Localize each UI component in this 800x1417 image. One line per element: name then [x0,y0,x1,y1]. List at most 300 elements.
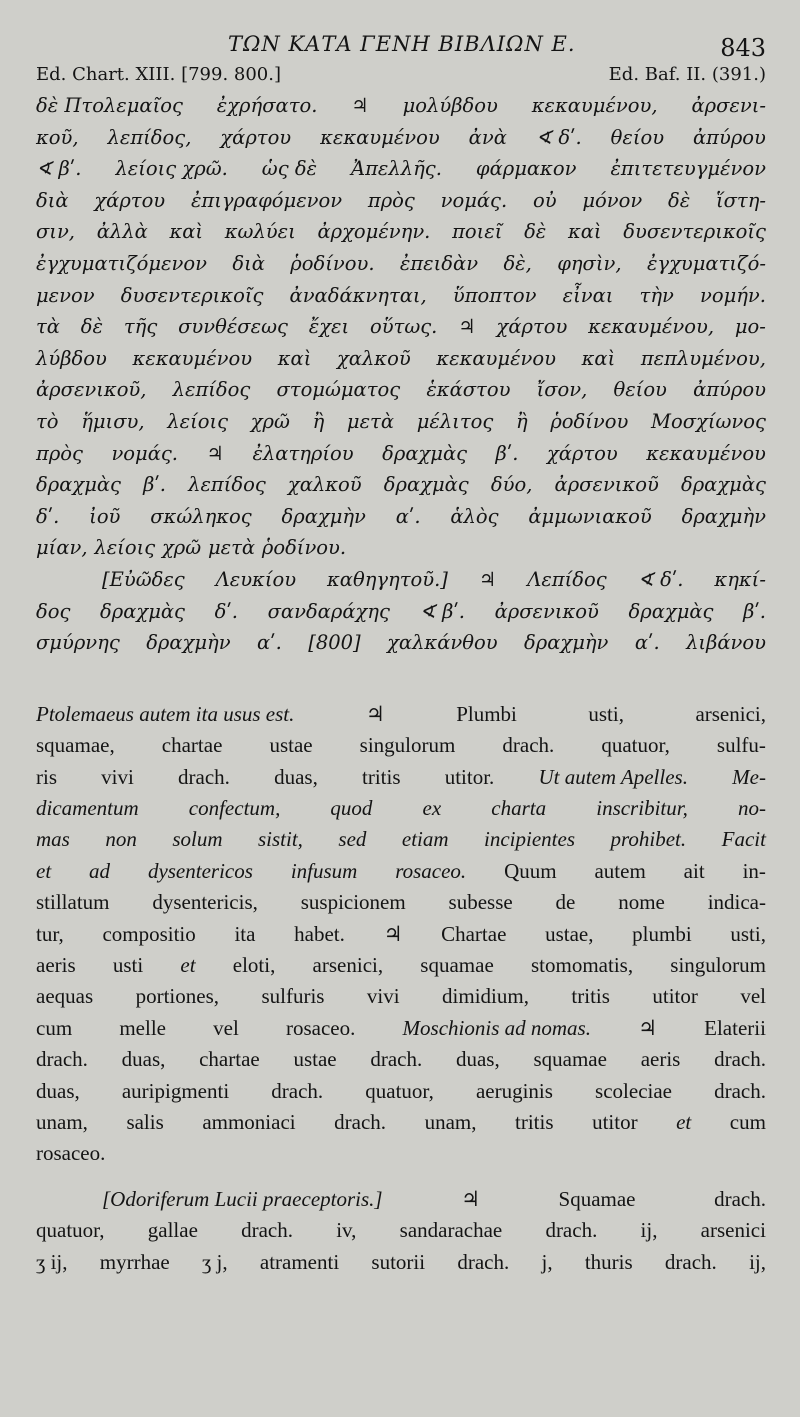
word: et [676,1109,692,1134]
greek-text-block [36,90,766,564]
text-line [36,919,766,950]
word: χάρτου [220,125,292,149]
word: rosaceo. [285,1015,356,1040]
word: Plumbi [456,701,517,726]
word: ἀπύρου [693,378,766,402]
word: ἀρσενικοῦ [494,599,599,623]
word: δραχμὴν [524,631,609,655]
word: suspicionem [300,890,406,915]
word: quatuor, [36,1218,105,1243]
word: no- [737,795,766,820]
word: μετὰ [346,409,395,433]
word: tritis [515,1109,554,1134]
word: δραχμὴν [146,631,231,655]
word: et [180,952,196,977]
word: ἀρσενικοῦ [554,473,659,497]
word: μόνον [582,188,643,212]
word: σιν, [36,220,76,244]
word: tritis [362,764,401,789]
word: et [36,858,52,883]
word: eloti, [232,952,276,977]
text-line [36,1215,766,1246]
word: singulorum [359,733,456,758]
word: quatuor, [601,733,670,758]
word: φησὶν, [557,251,622,275]
word: λιβάνου [686,631,766,655]
word: ἐπιτετευγμένον [610,157,766,181]
word: ἀρχομένην. [317,220,431,244]
word: atramenti [259,1249,340,1274]
word: αʹ. [395,504,421,528]
word: indica- [707,890,766,915]
word: μέλιτος [416,409,494,433]
word: quatuor, [365,1078,434,1103]
word: vivi [366,984,400,1009]
word: καὶ [277,346,312,370]
word: ij, [640,1218,658,1243]
word: salis [126,1109,164,1134]
word: mas [36,827,70,852]
word: ὡς δὲ [261,157,318,181]
word: tritis [571,984,610,1009]
word: κωλύει [224,220,296,244]
text-line [36,564,766,596]
word: rosaceo. [36,1141,106,1166]
text-line [36,90,766,122]
word: aeris [36,952,76,977]
word: νομάς. [440,188,508,212]
edition-bas-reference: Ed. Baf. II. (391.) [608,64,766,85]
word: δύο, [490,473,533,497]
word: χάρτου [546,441,618,465]
word: arsenici [700,1218,766,1243]
text-line [36,185,766,217]
word: sistit, [257,827,303,852]
word: utitor [652,984,698,1009]
word: διὰ [36,188,69,212]
paragraph-gap [36,1170,766,1184]
word: ♃ [478,567,497,591]
word: ex [422,795,442,820]
word: ῥοδίνου. [261,536,347,560]
latin-text-block-recipe [36,1184,766,1278]
word: ποιεῖ [452,220,503,244]
word: rosaceo. [395,858,467,883]
word: dysentericos [147,858,253,883]
word: δὲ, [503,251,532,275]
word: ἁλὸς [450,504,499,528]
word: κεκαυμένου, [588,315,715,339]
word: τὰ [36,315,60,339]
word: δυσεντερικοῖς [120,283,264,307]
word: singulorum [670,952,766,977]
word: Ut autem Apelles. [538,764,688,789]
word: [Odoriferum Lucii praeceptoris.] [102,1186,383,1211]
word: ἀρσενι- [691,94,766,117]
word: φάρμακον [475,157,577,181]
word: ustae [269,733,313,758]
word: ἐπιγραφόμενον [190,188,343,212]
word: χαλκάνθου [387,631,498,655]
word: οὕτως. [369,315,438,339]
word: ἀνὰ [468,125,507,149]
word: drach. [714,1186,766,1211]
word: drach. [457,1249,510,1274]
word: melle [119,1015,166,1040]
word: δος [36,599,71,623]
word: arsenici, [312,952,384,977]
word: σκώληκος [150,504,252,528]
word: μετὰ [207,536,256,560]
word: usti, [730,921,766,946]
word: drach. [241,1218,293,1243]
word: autem [594,858,646,883]
word: dicamentum [36,795,139,820]
word: δραχμὴν [281,504,366,528]
word: ἐχρήσατο. [216,94,318,117]
word: θείου [610,125,665,149]
text-line [36,248,766,280]
word: squamae [533,1047,607,1072]
word: ἥμισυ, [81,409,145,433]
word: οὐ [532,188,557,212]
word: de [555,890,576,915]
word: ait [683,858,705,883]
word: ἰοῦ [89,504,121,528]
word: δὲ [524,220,547,244]
word: ἢ [312,409,325,433]
word: αʹ. [634,631,660,655]
text-line [36,1184,766,1215]
word: ʒ ij, [36,1249,68,1274]
word: λεπίδος [172,378,251,402]
word: ἀλλὰ [96,220,148,244]
word: stillatum [36,890,110,915]
word: κεκαυμένου [436,346,556,370]
word: ♃ [206,441,224,465]
word: vel [213,1015,239,1040]
word: αʹ. [257,631,282,655]
word: ustae [293,1047,337,1072]
text-line [36,438,766,470]
word: χαλκοῦ [336,346,411,370]
text-line [36,856,766,887]
word: δραχμὰς [628,599,714,623]
word: ὕποπτον [452,283,537,307]
word: prohibet. [610,827,687,852]
text-line [36,1044,766,1075]
word: portiones, [135,984,219,1009]
word: Me- [732,764,766,789]
word: thuris [584,1249,633,1274]
word: δραχμὰς [383,473,469,497]
word: Chartae [441,921,507,946]
word: ♃ [365,701,385,726]
word: χαλκοῦ [287,473,362,497]
word: ∢ βʹ. [419,599,465,623]
word: νομάς. [111,441,178,465]
word: ἵστη- [715,188,766,212]
word: λείοις [94,536,156,560]
word: drach. [714,1078,766,1103]
word: aeris [640,1047,681,1072]
word: ♃ [383,921,403,946]
word: ἀρσενικοῦ, [36,378,147,402]
word: drach. [271,1078,324,1103]
word: charta [491,795,547,820]
word: Facit [721,827,766,852]
word: squamae [420,952,494,977]
word: chartae [199,1047,260,1072]
word: χάρτου [94,188,166,212]
word: duas, [121,1047,166,1072]
word: καὶ [169,220,204,244]
word: Ptolemaeus autem ita usus est. [36,701,295,726]
word: ἔχει [308,315,350,339]
word: drach. [370,1047,423,1072]
word: incipientes [484,827,576,852]
word: Λευκίου [215,567,297,591]
word: utitor [592,1109,638,1134]
word: quod [330,795,373,820]
word: myrrhae [99,1249,170,1274]
word: drach. [545,1218,598,1243]
word: ἐλατηρίου [252,441,354,465]
word: τὸ [36,409,59,433]
word: [800] [308,631,361,655]
word: μο- [734,315,766,339]
word: τῆς [123,315,158,339]
text-line [36,280,766,312]
text-line [36,887,766,918]
word: sutorii [371,1249,426,1274]
word: βʹ. [743,599,766,623]
text-line [36,1107,766,1138]
word: ij, [749,1249,766,1274]
word: drach. [714,1047,766,1072]
word: καθηγητοῦ.] [327,567,448,591]
word: j, [541,1249,553,1274]
word: sandarachae [399,1218,503,1243]
word: ammoniaci [202,1109,296,1134]
edition-chart-reference: Ed. Chart. XIII. [799. 800.] [36,64,281,85]
word: iv, [336,1218,357,1243]
word: καὶ [581,346,616,370]
text-line [36,343,766,375]
word: ad [89,858,111,883]
word: κεκαυμένου [320,125,440,149]
text-line [36,981,766,1012]
word: squamae, [36,733,115,758]
text-line [36,216,766,248]
word: dysentericis, [152,890,258,915]
word: ἑκάστου [426,378,511,402]
word: ♃ [638,1015,657,1040]
word: λεπίδος [188,473,266,497]
text-line [36,762,766,793]
word: πρὸς [36,441,83,465]
word: ῥοδίνου [550,409,629,433]
word: λεπίδος, [107,125,192,149]
word: ∢ βʹ. [36,157,82,181]
word: κεκαυμένου [646,441,766,465]
word: etiam [401,827,449,852]
word: χρῶ [250,409,290,433]
word: Moschionis ad nomas. [402,1015,591,1040]
word: λείοις χρῶ. [115,157,228,181]
word: ῥοδίνου. [290,251,375,275]
word: τὴν [639,283,674,307]
word: μίαν, [36,536,88,560]
word: ♃ [458,315,476,339]
word: δʹ. [36,504,60,528]
word: sulfuris [261,984,325,1009]
word: duas, [36,1078,80,1103]
word: duas, [455,1047,500,1072]
word: in- [742,858,766,883]
word: drach. [334,1109,387,1134]
word: Squamae [558,1186,636,1211]
word: ♃ [351,94,369,117]
word: κηκί- [714,567,766,591]
word: Μοσχίωνος [651,409,766,433]
word: plumbi [632,921,692,946]
word: vivi [101,764,134,789]
word: λύβδου [36,346,107,370]
text-line [36,824,766,855]
word: συνθέσεως [178,315,288,339]
word: πεπλυμένου, [640,346,766,370]
word: tur, [36,921,64,946]
word: inscribitur, [596,795,688,820]
text-line [36,311,766,343]
word: ʒ j, [201,1249,228,1274]
word: ἀμμωνιακοῦ [528,504,652,528]
word: unam, [424,1109,477,1134]
word: ris [36,764,57,789]
word: utitor. [444,764,495,789]
word: non [105,827,137,852]
word: confectum, [188,795,281,820]
word: drach. [178,764,230,789]
word: ἐγχυματιζόμενον [36,251,207,275]
word: drach. [36,1047,88,1072]
word: dimidium, [442,984,529,1009]
edition-references [36,64,766,90]
text-line [36,1138,766,1169]
word: ἢ [515,409,528,433]
word: δὲ [667,188,691,212]
word: gallae [147,1218,198,1243]
word: ἀπύρου [693,125,766,149]
text-line [36,699,766,730]
word: νομήν. [699,283,766,307]
text-line [36,1076,766,1107]
word: ∢ δʹ. [637,567,684,591]
word: usti [112,952,144,977]
word: λείοις [167,409,229,433]
word: sulfu- [716,733,766,758]
word: ita [234,921,256,946]
word: δραχμὰς [36,473,121,497]
page-header [36,28,766,62]
word: χρῶ [161,536,202,560]
word: scoleciae [595,1078,672,1103]
word: κεκαυμένου, [531,94,658,117]
word: Quum [504,858,557,883]
word: χάρτου [496,315,568,339]
word: κοῦ, [36,125,79,149]
word: δραχμὰς [382,441,468,465]
word: θείου [613,378,667,402]
word: σμύρνης [36,631,120,655]
greek-text-block-recipe [36,564,766,659]
text-line [36,406,766,438]
word: auripigmenti [121,1078,230,1103]
word: [Εὐῶδες [102,567,185,591]
text-line [36,793,766,824]
word: βʹ. [495,441,519,465]
word: Λεπίδος [527,567,607,591]
word: ἐπειδὰν [399,251,479,275]
text-line [36,532,766,564]
word: Ἀπελλῆς. [351,157,442,181]
word: ἐγχυματιζό- [646,251,766,275]
word: Elaterii [704,1015,766,1040]
word: habet. [294,921,345,946]
page-number: 843 [720,34,766,62]
text-line [36,596,766,628]
word: δυσεντερικοῖς [623,220,766,244]
word: κεκαυμένου [132,346,253,370]
word: infusum [290,858,358,883]
text-line [36,153,766,185]
word: duas, [274,764,318,789]
word: cum [729,1109,766,1134]
running-title: ΤΩΝ ΚΑΤΑ ΓΕΝΗ ΒΙΒΛΙΩΝ Ε. [228,32,576,56]
text-line [36,469,766,501]
word: διὰ [232,251,265,275]
word: ∢ δʹ. [535,125,582,149]
word: unam, [36,1109,88,1134]
word: cum [36,1015,73,1040]
word: vel [740,984,766,1009]
word: usti, [588,701,624,726]
word: πρὸς [367,188,415,212]
word: chartae [161,733,223,758]
word: solum [172,827,223,852]
word: δραχμὰς [680,473,766,497]
word: δʹ. [214,599,238,623]
word: ἀναδάκνηται, [289,283,427,307]
word: δραχμὰς [100,599,185,623]
word: στομώματος [276,378,401,402]
word: καὶ [567,220,602,244]
word: sed [338,827,367,852]
word: drach. [664,1249,717,1274]
word: βʹ. [143,473,166,497]
text-line [36,122,766,154]
word: drach. [502,733,555,758]
word: ustae, [545,921,594,946]
text-line [36,950,766,981]
word: μενον [36,283,95,307]
word: compositio [102,921,196,946]
text-line [36,627,766,659]
text-line [36,1013,766,1044]
text-line [36,730,766,761]
latin-text-block [36,699,766,1170]
